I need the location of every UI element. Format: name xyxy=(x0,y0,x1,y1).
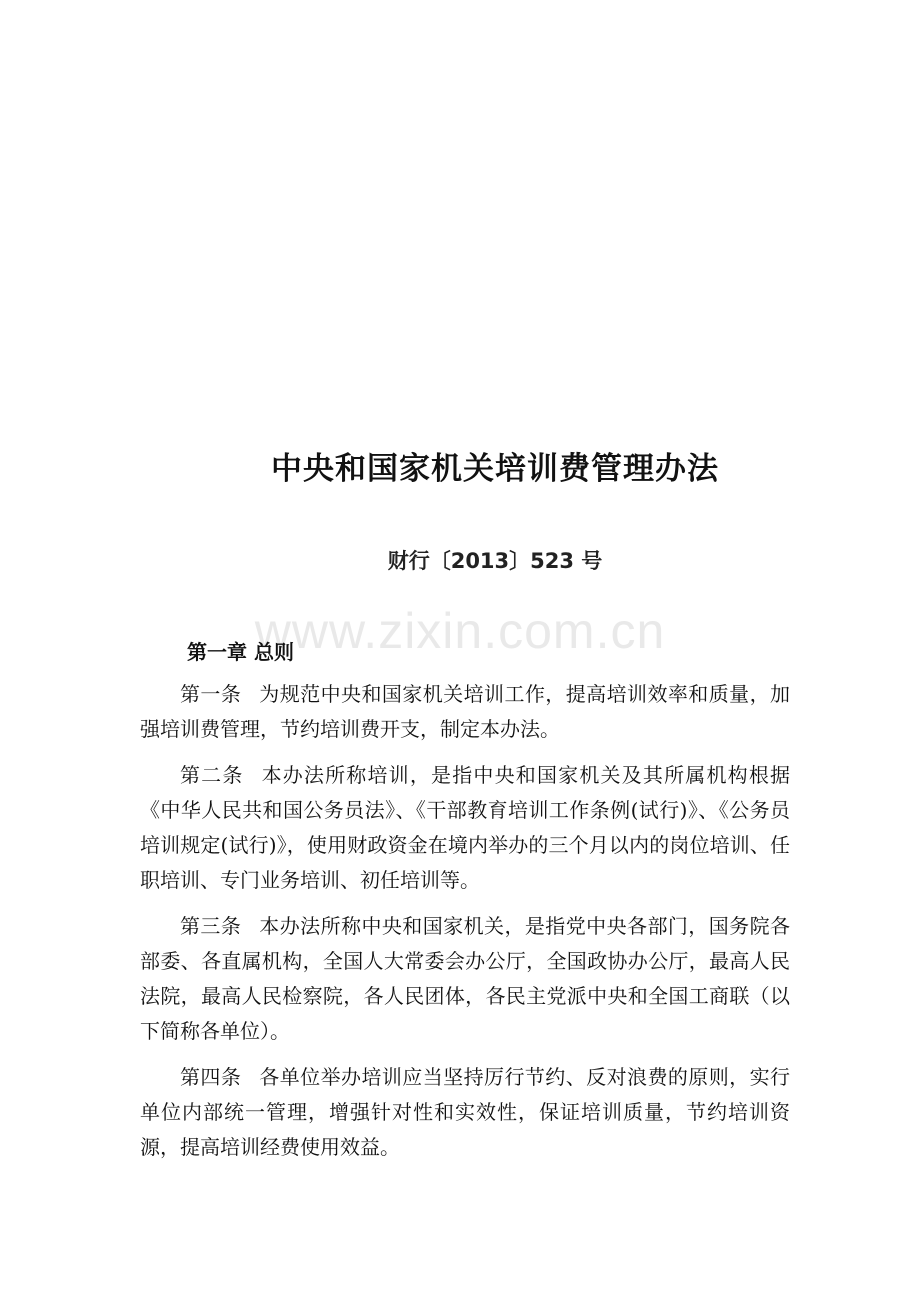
article-2 xyxy=(140,758,790,898)
article-label: 第四条 xyxy=(180,1065,242,1089)
watermark: www.zixin.com.cn xyxy=(254,603,666,659)
article-3 xyxy=(140,909,790,1049)
document-number: 财行〔2013〕523 号 xyxy=(387,549,603,573)
article-text: 本办法所称中央和国家机关，是指党中央各部门，国务院各部委、各直属机构，全国人大常委会办公厅，全国政协办公厅，最高人民法院，最高人民检察院，各人民团体，各民主党派中央和全国工商联（以下简称各单位）。 xyxy=(140,914,791,1043)
article-label: 第二条 xyxy=(180,763,244,787)
article-text: 各单位举办培训应当坚持厉行节约、反对浪费的原则，实行单位内部统一管理，增强针对性和实效性，保证培训质量，节约培训资源，提高培训经费使用效益。 xyxy=(140,1065,791,1159)
chapter-heading: 第一章 总则 xyxy=(187,640,294,664)
article-label: 第一条 xyxy=(180,682,242,706)
article-text: 本办法所称培训，是指中央和国家机关及其所属机构根据《中华人民共和国公务员法》、《干部教育培训工作条例(试行)》、《公务员培训规定(试行)》，使用财政资金在境内举办的三个月以内的岗位培训、任职培训、专门业务培训、初任培训等。 xyxy=(140,763,791,892)
article-text: 为规范中央和国家机关培训工作，提高培训效率和质量，加强培训费管理，节约培训费开支，制定本办法。 xyxy=(140,682,791,741)
article-4 xyxy=(140,1060,790,1165)
document-body xyxy=(140,677,790,1176)
document-title: 中央和国家机关培训费管理办法 xyxy=(271,451,719,487)
article-label: 第三条 xyxy=(180,914,242,938)
article-1 xyxy=(140,677,790,747)
